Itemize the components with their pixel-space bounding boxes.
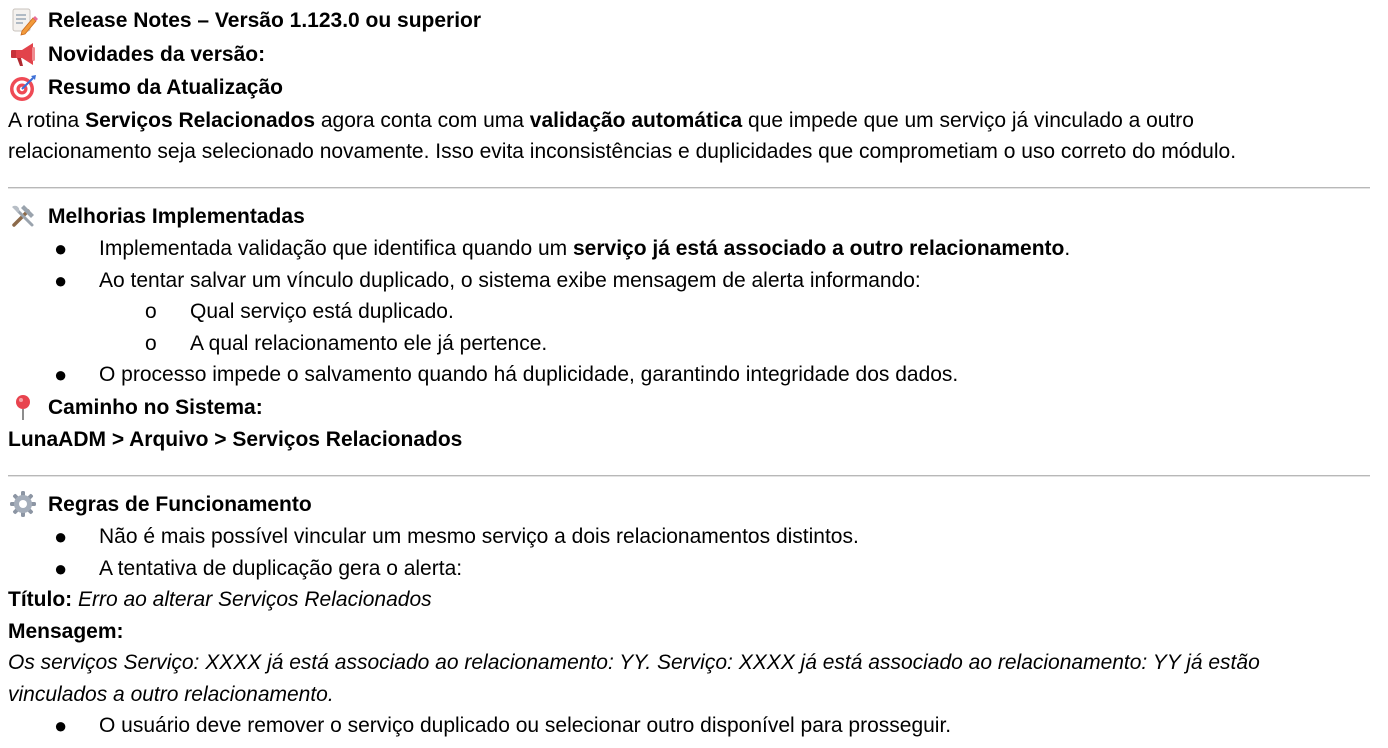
alert-title-line [8, 584, 1380, 616]
regras-list [8, 521, 1380, 584]
memo-icon [8, 6, 38, 36]
resumo-title: Resumo da Atualização [48, 76, 283, 99]
alert-title-value: Erro ao alterar Serviços Relacionados [72, 588, 432, 611]
melhorias-list-cont [8, 359, 1380, 391]
system-path: LunaADM > Arquivo > Serviços Relacionados [8, 428, 463, 451]
resumo-text-d-bold: validação automática [529, 108, 743, 132]
melhorias-list [8, 233, 1380, 296]
caminho-title: Caminho no Sistema: [48, 395, 263, 419]
melhorias-sub1-text: Qual serviço está duplicado. [190, 300, 454, 323]
resumo-paragraph-line1 [8, 105, 1380, 137]
horizontal-divider-2 [8, 475, 1370, 477]
alert-message-line1: Os serviços Serviço: XXXX já está associado ao relacionamento: YY. Serviço: XXXX já está associado ao relacionamento: YY já estão [8, 651, 1260, 674]
novidades-title-line [8, 38, 1380, 72]
resumo-paragraph-line2: relacionamento seja selecionado novamente. Isso evita inconsistências e duplicidades que comprometiam o uso correto do módulo. [8, 140, 1237, 163]
pushpin-icon [8, 392, 38, 422]
melhorias-sublist [8, 296, 1380, 359]
regras-item2-text: A tentativa de duplicação gera o alerta: [99, 556, 463, 580]
sub-bullet-glyph: o [145, 300, 157, 323]
horizontal-divider-1 [8, 187, 1370, 189]
regras-list-cont [8, 710, 1380, 742]
regras-title-line [8, 488, 1380, 522]
melhorias-item1-text: Implementada validação que identifica quando um [99, 237, 573, 260]
regras-item1-text: Não é mais possível vincular um mesmo serviço a dois relacionamentos distintos. [99, 525, 859, 548]
melhorias-item2-text: Ao tentar salvar um vínculo duplicado, o sistema exibe mensagem de alerta informando: [99, 268, 921, 292]
melhorias-sub2-text: A qual relacionamento ele já pertence. [190, 331, 548, 355]
sub-list-item [8, 328, 1380, 360]
regras-title: Regras de Funcionamento [48, 492, 312, 516]
sub-list-item [8, 296, 1380, 328]
list-item [8, 359, 1380, 391]
list-item [8, 265, 1380, 297]
resumo-text-c: agora conta com uma [315, 108, 530, 132]
melhorias-title: Melhorias Implementadas [48, 204, 305, 228]
bullet-glyph: ● [54, 524, 68, 549]
alert-message-label: Mensagem: [8, 619, 124, 643]
melhorias-item3-text: O processo impede o salvamento quando há duplicidade, garantindo integridade dos dados. [99, 363, 959, 386]
list-item [8, 233, 1380, 265]
novidades-title: Novidades da versão: [48, 42, 266, 66]
release-title-line [8, 4, 1380, 38]
resumo-title-line [8, 71, 1380, 105]
melhorias-title-line [8, 200, 1380, 234]
regras-item3-text: O usuário deve remover o serviço duplicado ou selecionar outro disponível para prosseguir. [99, 714, 952, 737]
bullet-glyph: ● [54, 362, 68, 387]
alert-message-line2: vinculados a outro relacionamento. [8, 682, 334, 706]
alert-title-label: Título: [8, 588, 73, 611]
list-item [8, 710, 1380, 742]
resumo-text-b-bold: Serviços Relacionados [85, 108, 315, 132]
gear-icon [8, 489, 38, 519]
resumo-text-e: que impede que um serviço já vinculado a outro [742, 108, 1194, 132]
sub-bullet-glyph: o [145, 331, 157, 355]
list-item [8, 553, 1380, 585]
target-icon [8, 73, 38, 103]
bullet-glyph: ● [54, 236, 68, 261]
resumo-text-a: A rotina [8, 108, 86, 132]
bullet-glyph: ● [54, 555, 68, 581]
caminho-title-line [8, 391, 1380, 425]
release-title: Release Notes – Versão 1.123.0 ou superior [48, 9, 482, 32]
tools-icon [8, 201, 38, 231]
melhorias-item1-end: . [1064, 237, 1071, 260]
megaphone-icon [8, 39, 38, 69]
bullet-glyph: ● [54, 267, 68, 293]
list-item [8, 521, 1380, 553]
melhorias-item1-bold: serviço já está associado a outro relacionamento [572, 237, 1065, 260]
bullet-glyph: ● [54, 713, 68, 738]
